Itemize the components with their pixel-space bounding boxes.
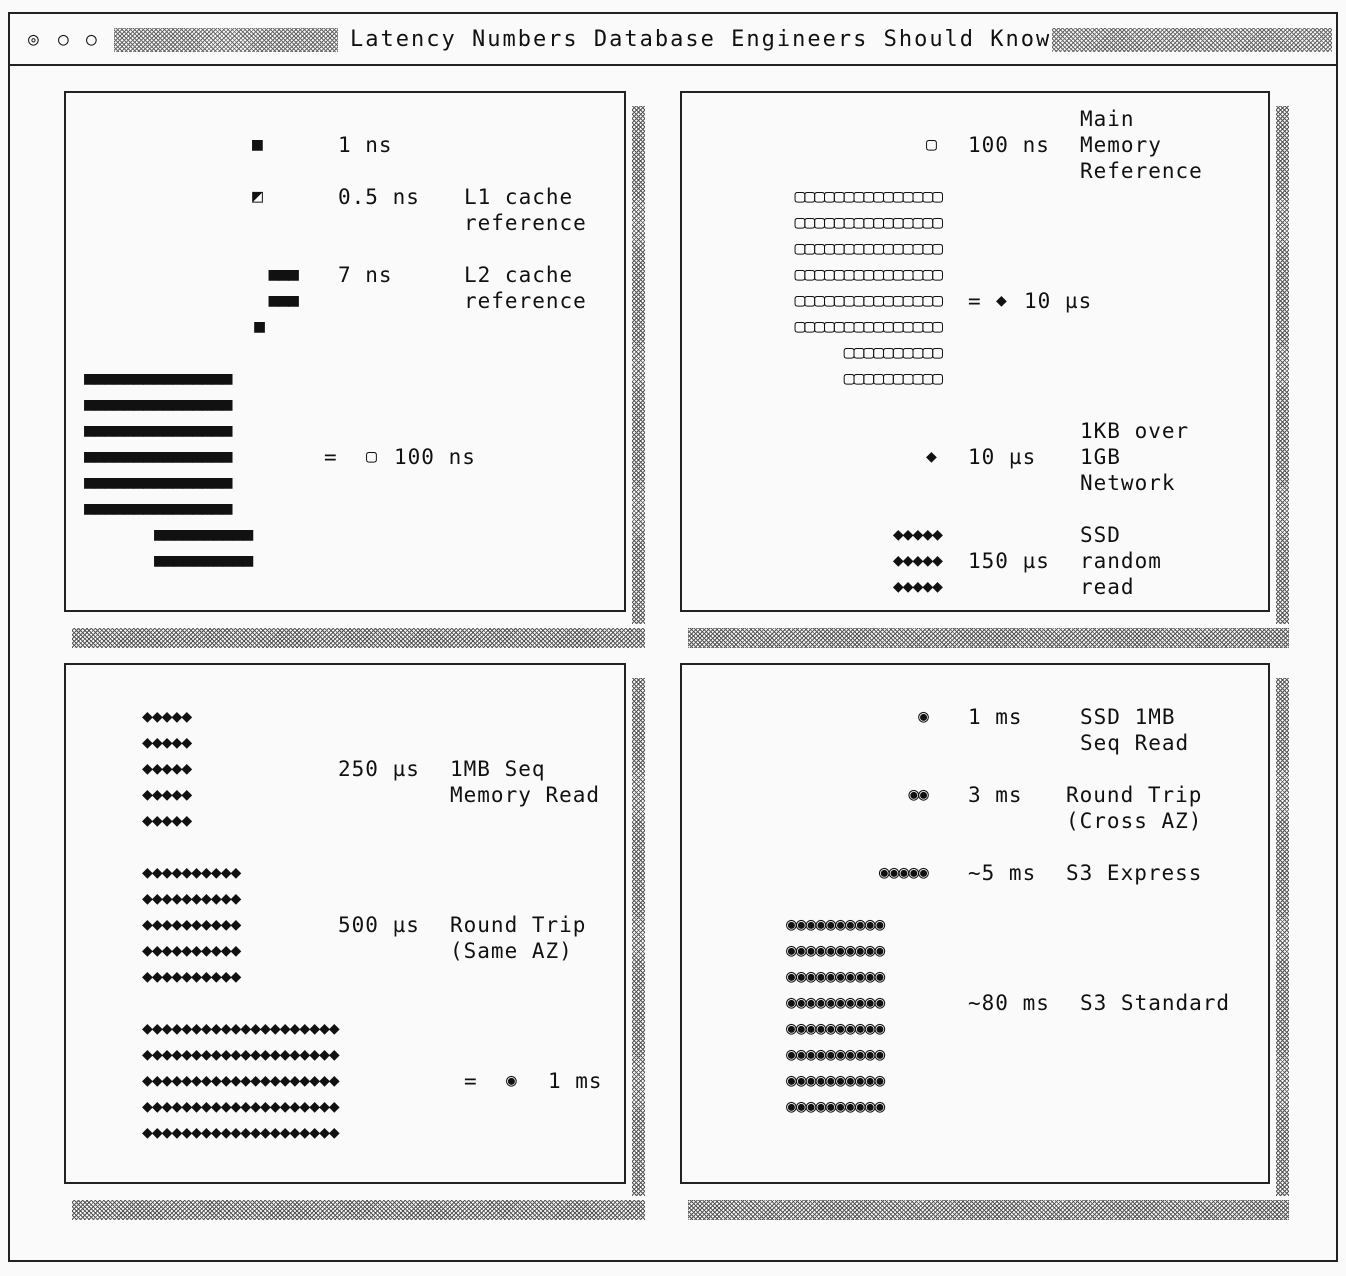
label-network-line3: Network	[1080, 471, 1176, 495]
fisheye-icons: ◉◉◉◉◉	[878, 862, 928, 883]
diamond-icon: ◆	[996, 290, 1006, 311]
label-cross-az-line2: (Cross AZ)	[1066, 809, 1203, 833]
value-s3-standard: ~80 ms	[968, 991, 1050, 1015]
value-cross-az: 3 ms	[968, 783, 1023, 807]
diamonds-row: ◆◆◆◆◆	[142, 706, 192, 727]
value-seq-memory: 250 µs	[338, 757, 420, 781]
panel-2-shadow-right	[1276, 106, 1289, 624]
panel-2-shadow-bottom	[688, 628, 1289, 648]
diamonds-row: ◆◆◆◆◆◆◆◆◆◆◆◆◆◆◆◆◆◆◆◆	[142, 1122, 339, 1143]
panel-3-shadow-bottom	[72, 1200, 645, 1220]
panel-4-shadow-right	[1276, 678, 1289, 1196]
label-network-line2: 1GB	[1080, 445, 1121, 469]
panel-1-shadow-right	[632, 106, 645, 624]
panel-3-shadow-right	[632, 678, 645, 1196]
hollow-squares-row: ▢▢▢▢▢▢▢▢▢▢▢▢▢▢▢	[794, 186, 942, 207]
diamonds-row: ◆◆◆◆◆◆◆◆◆◆	[142, 940, 241, 961]
fisheye-row: ◉◉◉◉◉◉◉◉◉◉	[786, 1044, 885, 1065]
label-same-az-line1: Round Trip	[450, 913, 587, 937]
equals-sign: =	[968, 289, 982, 313]
value-network: 10 µs	[968, 445, 1037, 469]
fisheye-row: ◉◉◉◉◉◉◉◉◉◉	[786, 940, 885, 961]
hundred-squares-row: ■■■■■■■■■■	[154, 550, 253, 571]
fisheye-row: ◉◉◉◉◉◉◉◉◉◉	[786, 914, 885, 935]
panel-microseconds	[680, 91, 1270, 612]
hollow-squares-row: ▢▢▢▢▢▢▢▢▢▢▢▢▢▢▢	[794, 212, 942, 233]
l2-squares-row: ■■■	[268, 290, 298, 311]
hollow-square-icon: ▢	[926, 134, 936, 155]
hollow-squares-row: ▢▢▢▢▢▢▢▢▢▢▢▢▢▢▢	[794, 290, 942, 311]
label-l2-line1: L2 cache	[464, 263, 574, 287]
panel-milliseconds	[680, 663, 1270, 1184]
value-1ns: 1 ns	[338, 133, 393, 157]
value-l1: 0.5 ns	[338, 185, 420, 209]
diamonds-row: ◆◆◆◆◆	[892, 524, 942, 545]
hollow-squares-row: ▢▢▢▢▢▢▢▢▢▢▢▢▢▢▢	[794, 264, 942, 285]
value-s3-express: ~5 ms	[968, 861, 1037, 885]
label-main-memory-line3: Reference	[1080, 159, 1203, 183]
value-same-az: 500 µs	[338, 913, 420, 937]
hollow-squares-row: ▢▢▢▢▢▢▢▢▢▢	[843, 342, 942, 363]
label-main-memory-line1: Main	[1080, 107, 1135, 131]
label-ssd-random-line2: random	[1080, 549, 1162, 573]
label-ssd-seq-line2: Seq Read	[1080, 731, 1190, 755]
label-s3-express: S3 Express	[1066, 861, 1203, 885]
panel-nanoseconds	[64, 91, 626, 612]
value-ssd-seq: 1 ms	[968, 705, 1023, 729]
maximize-button[interactable]: ○	[86, 29, 97, 50]
label-main-memory-line2: Memory	[1080, 133, 1162, 157]
fisheye-row: ◉◉◉◉◉◉◉◉◉◉	[786, 1096, 885, 1117]
hundred-squares-row: ■■■■■■■■■■■■■■■	[84, 498, 232, 519]
title-bar	[10, 14, 1336, 66]
minimize-button[interactable]: ○	[58, 29, 69, 50]
diamonds-row: ◆◆◆◆◆	[142, 810, 192, 831]
hundred-squares-row: ■■■■■■■■■■■■■■■	[84, 446, 232, 467]
diamonds-row: ◆◆◆◆◆	[142, 758, 192, 779]
label-s3-standard: S3 Standard	[1080, 991, 1231, 1015]
diamonds-row: ◆◆◆◆◆◆◆◆◆◆◆◆◆◆◆◆◆◆◆◆	[142, 1044, 339, 1065]
hundred-squares-row: ■■■■■■■■■■■■■■■	[84, 368, 232, 389]
hollow-squares-row: ▢▢▢▢▢▢▢▢▢▢	[843, 368, 942, 389]
diamonds-row: ◆◆◆◆◆◆◆◆◆◆	[142, 888, 241, 909]
l2-squares-row: ■	[254, 316, 264, 337]
fisheye-icons: ◉◉	[908, 784, 928, 805]
value-main-memory: 100 ns	[968, 133, 1050, 157]
label-cross-az-line1: Round Trip	[1066, 783, 1203, 807]
fisheye-row: ◉◉◉◉◉◉◉◉◉◉	[786, 992, 885, 1013]
label-ssd-random-line1: SSD	[1080, 523, 1121, 547]
diamonds-row: ◆◆◆◆◆◆◆◆◆◆	[142, 862, 241, 883]
fisheye-icon: ◉	[506, 1070, 516, 1091]
diamonds-row: ◆◆◆◆◆◆◆◆◆◆	[142, 914, 241, 935]
value-100ns: 100 ns	[394, 445, 476, 469]
value-10us-eq: 10 µs	[1024, 289, 1093, 313]
hundred-squares-row: ■■■■■■■■■■■■■■■	[84, 420, 232, 441]
label-ssd-random-line3: read	[1080, 575, 1135, 599]
diamonds-row: ◆◆◆◆◆	[892, 576, 942, 597]
label-l2-line2: reference	[464, 289, 587, 313]
diamonds-row: ◆◆◆◆◆	[142, 732, 192, 753]
label-l1-line1: L1 cache	[464, 185, 574, 209]
hundred-squares-row: ■■■■■■■■■■■■■■■	[84, 394, 232, 415]
hundred-squares-row: ■■■■■■■■■■■■■■■	[84, 472, 232, 493]
hollow-squares-row: ▢▢▢▢▢▢▢▢▢▢▢▢▢▢▢	[794, 238, 942, 259]
value-l2: 7 ns	[338, 263, 393, 287]
hundred-squares-row: ■■■■■■■■■■	[154, 524, 253, 545]
title-bar-pattern-left	[114, 28, 338, 52]
diamonds-row: ◆◆◆◆◆◆◆◆◆◆◆◆◆◆◆◆◆◆◆◆	[142, 1070, 339, 1091]
fisheye-icon: ◉	[918, 706, 928, 727]
label-l1-line2: reference	[464, 211, 587, 235]
diamonds-row: ◆◆◆◆◆◆◆◆◆◆	[142, 966, 241, 987]
equals-sign: =	[464, 1069, 478, 1093]
value-ssd-random: 150 µs	[968, 549, 1050, 573]
diamonds-row: ◆◆◆◆◆	[892, 550, 942, 571]
value-1ms-eq: 1 ms	[548, 1069, 603, 1093]
diamonds-row: ◆◆◆◆◆◆◆◆◆◆◆◆◆◆◆◆◆◆◆◆	[142, 1096, 339, 1117]
fisheye-row: ◉◉◉◉◉◉◉◉◉◉	[786, 1070, 885, 1091]
label-network-line1: 1KB over	[1080, 419, 1190, 443]
label-seq-memory-line2: Memory Read	[450, 783, 601, 807]
unit-square-icon: ■	[252, 134, 262, 155]
half-square-icon: ◩	[252, 186, 262, 207]
l2-squares-row: ■■■	[268, 264, 298, 285]
hollow-squares-row: ▢▢▢▢▢▢▢▢▢▢▢▢▢▢▢	[794, 316, 942, 337]
label-ssd-seq-line1: SSD 1MB	[1080, 705, 1176, 729]
hollow-square-icon: ▢	[366, 446, 376, 467]
panel-hundreds-microseconds	[64, 663, 626, 1184]
close-button[interactable]: ◎	[28, 29, 39, 50]
panel-4-shadow-bottom	[688, 1200, 1289, 1220]
window-title: Latency Numbers Database Engineers Should Know	[350, 27, 1052, 52]
label-same-az-line2: (Same AZ)	[450, 939, 573, 963]
panel-1-shadow-bottom	[72, 628, 645, 648]
label-seq-memory-line1: 1MB Seq	[450, 757, 546, 781]
fisheye-row: ◉◉◉◉◉◉◉◉◉◉	[786, 966, 885, 987]
diamonds-row: ◆◆◆◆◆◆◆◆◆◆◆◆◆◆◆◆◆◆◆◆	[142, 1018, 339, 1039]
diamond-icon: ◆	[926, 446, 936, 467]
diamonds-row: ◆◆◆◆◆	[142, 784, 192, 805]
fisheye-row: ◉◉◉◉◉◉◉◉◉◉	[786, 1018, 885, 1039]
equals-sign: =	[324, 445, 338, 469]
title-bar-pattern-right	[1052, 28, 1332, 52]
